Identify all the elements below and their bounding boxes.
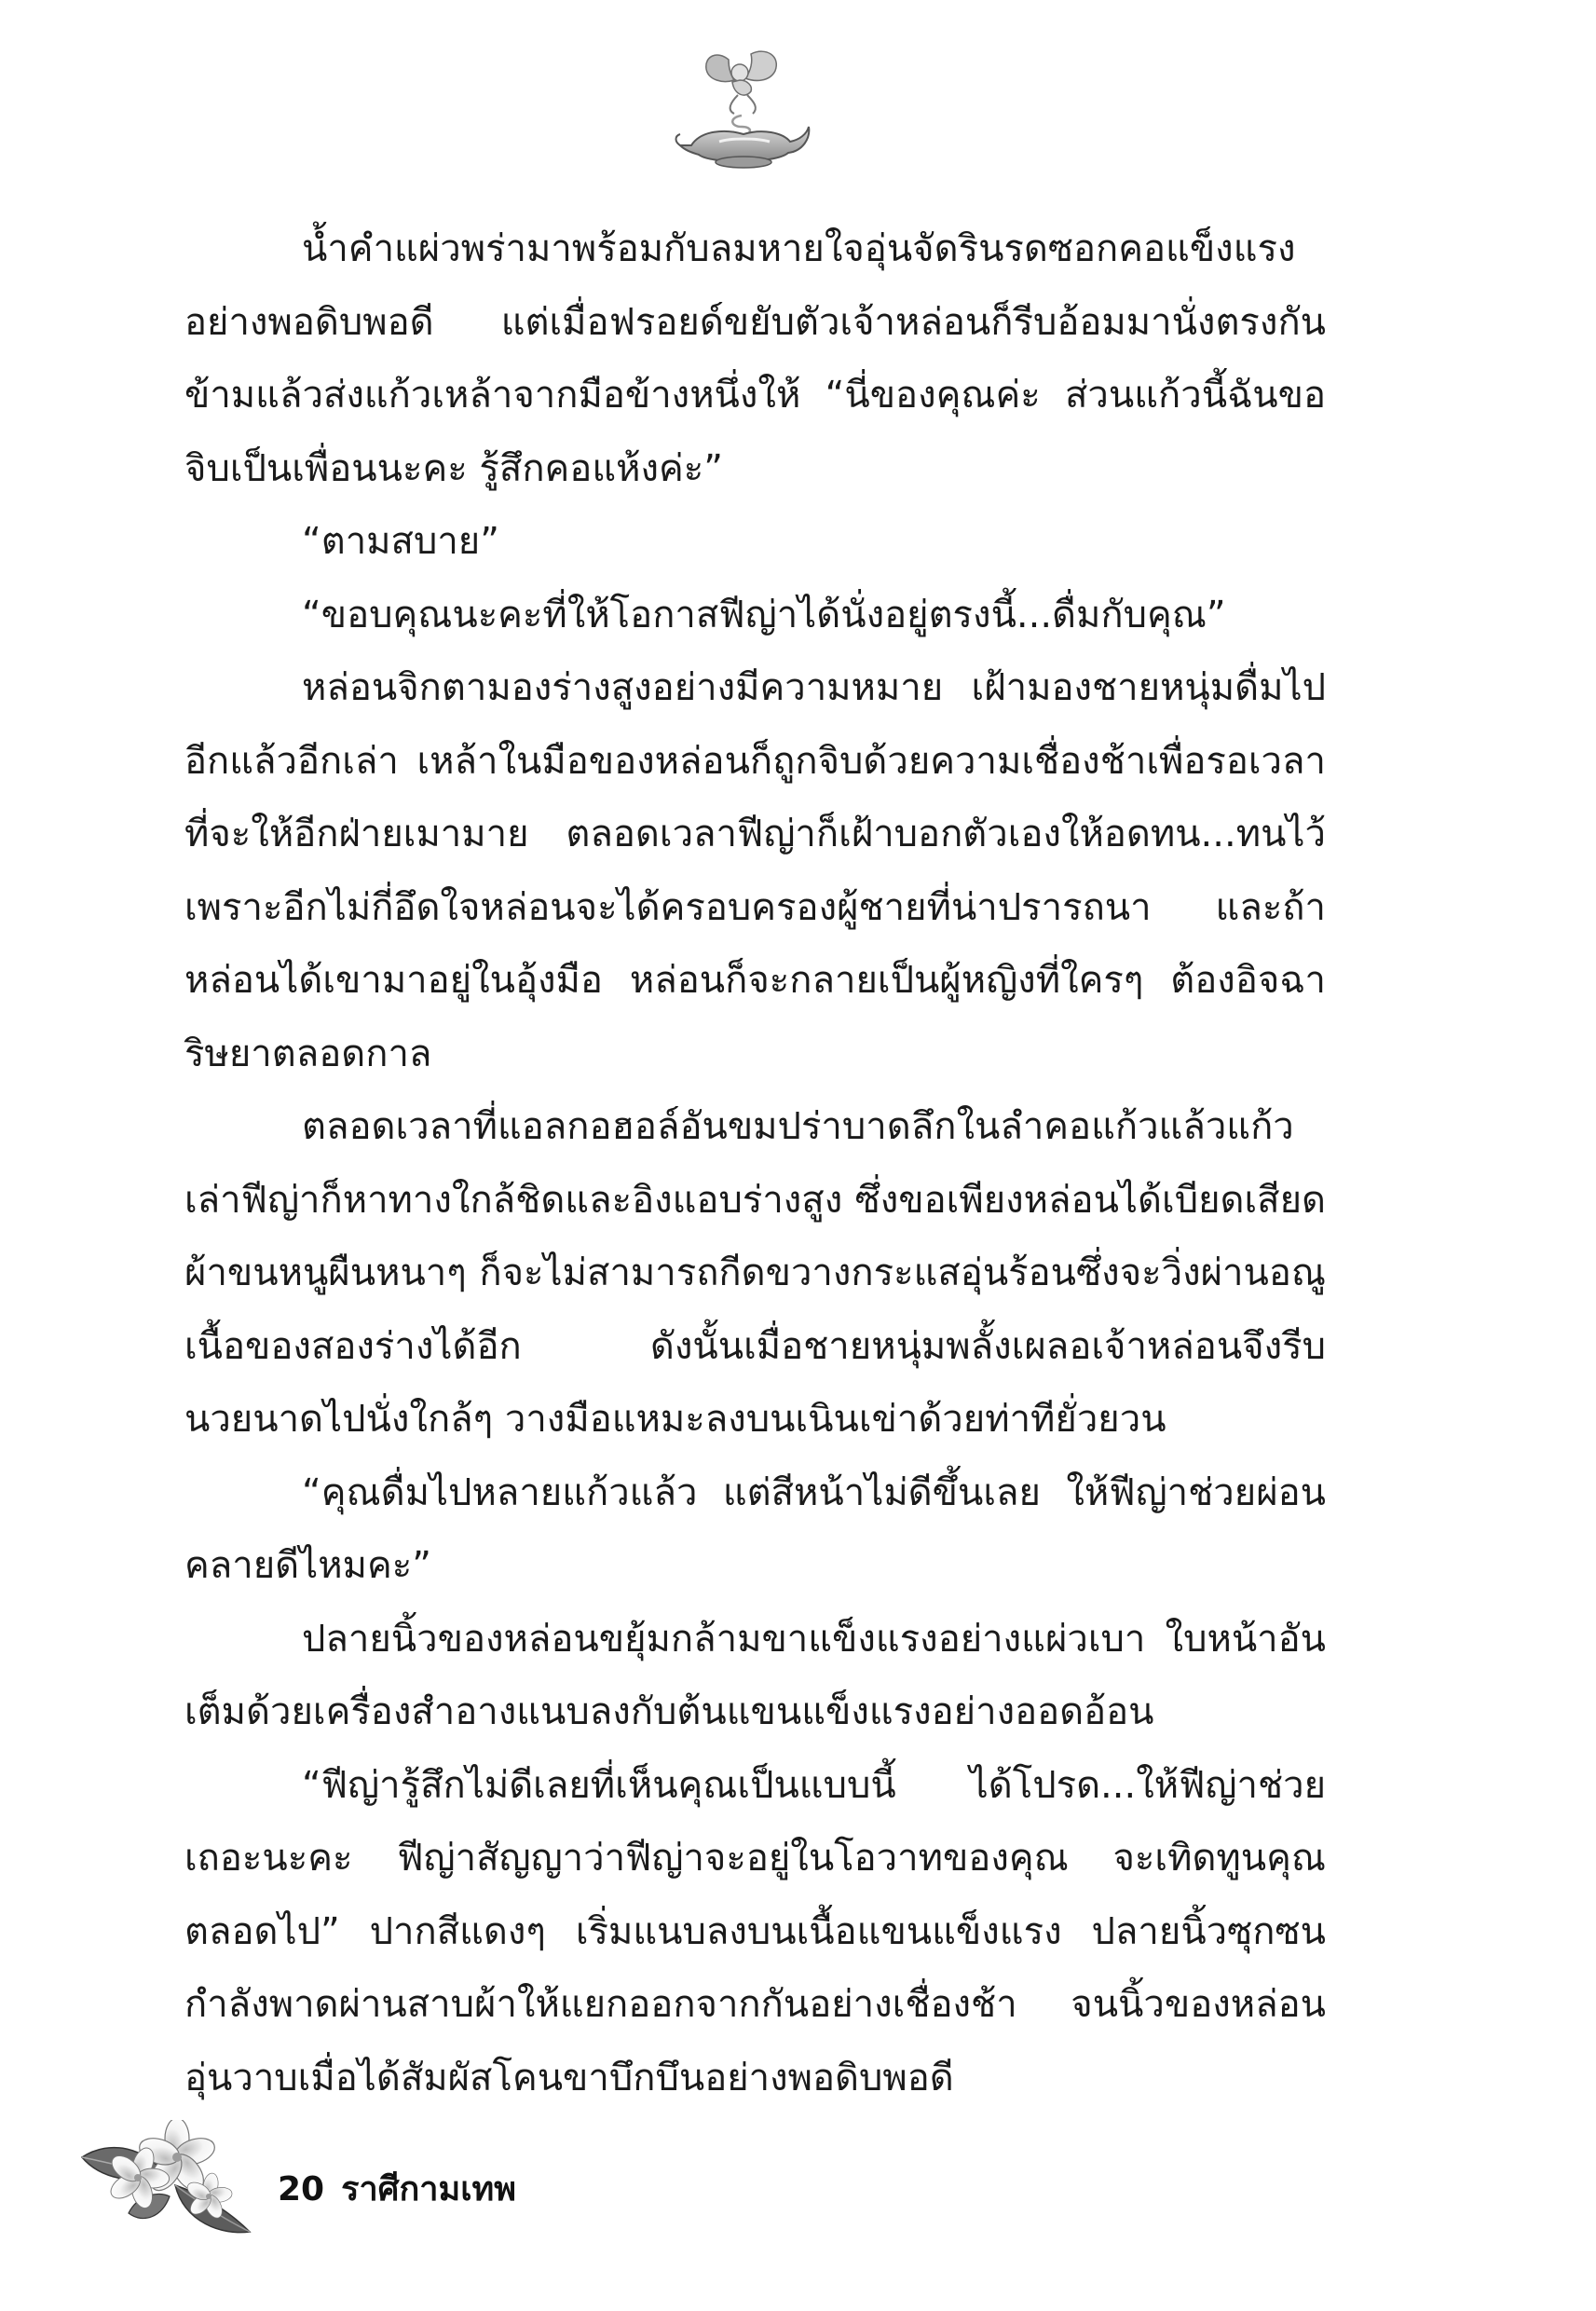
paragraph: “คุณดื่มไปหลายแก้วแล้ว แต่สีหน้าไม่ดีขึ้นเลย ให้ฟีญ่าช่วยผ่อนคลายดีไหมคะ” <box>184 1470 1326 1587</box>
paragraph: หล่อนจิกตามองร่างสูงอย่างมีความหมาย เฝ้ามองชายหนุ่มดื่มไปอีกแล้วอีกเล่า เหล้าในมือของหล่อนก็ถูกจิบด้วยความเชื่องช้าเพื่อรอเวลาที่จะให้อีกฝ่ายเมามาย ตลอดเวลาฟีญ่าก็เฝ้าบอกตัวเองให้อดทน...ทนไว้เพราะอีกไม่กี่อึดใจหล่อนจะได้ครอบครองผู้ชายที่น่าปรารถนา และถ้าหล่อนได้เขามาอยู่ในอุ้งมือ หล่อนก็จะกลายเป็นผู้หญิงที่ใครๆ ต้องอิจฉาริษยาตลอดกาล <box>184 666 1326 1075</box>
body-text <box>184 212 1326 2114</box>
book-title: ราศีกามเทพ <box>341 2170 517 2208</box>
paragraph: น้ำคำแผ่วพร่ามาพร้อมกับลมหายใจอุ่นจัดรินรดซอกคอแข็งแรงอย่างพอดิบพอดี แต่เมื่อฟรอยด์ขยับตัวเจ้าหล่อนก็รีบอ้อมมานั่งตรงกันข้ามแล้วส่งแก้วเหล้าจากมือข้างหนึ่งให้ “นี่ของคุณค่ะ ส่วนแก้วนี้ฉันขอจิบเป็นเพื่อนนะคะ รู้สึกคอแห้งค่ะ” <box>184 227 1326 490</box>
paragraph: “ขอบคุณนะคะที่ให้โอกาสฟีญ่าได้นั่งอยู่ตรงนี้...ดื่มกับคุณ” <box>302 593 1226 636</box>
cupid-on-genie-lamp-icon <box>673 48 812 170</box>
page-number: 20 <box>278 2170 325 2208</box>
paragraph: “ตามสบาย” <box>302 520 499 563</box>
frangipani-flower-icon <box>73 2120 259 2241</box>
paragraph: “ฟีญ่ารู้สึกไม่ดีเลยที่เห็นคุณเป็นแบบนี้ ได้โปรด...ให้ฟีญ่าช่วยเถอะนะคะ ฟีญ่าสัญญาว่าฟีญ่าจะอยู่ในโอวาทของคุณ จะเทิดทูนคุณตลอดไป” ปากสีแดงๆ เริ่มแนบลงบนเนื้อแขนแข็งแรง ปลายนิ้วซุกซนกำลังพาดผ่านสาบผ้าให้แยกออกจากกันอย่างเชื่องช้า จนนิ้วของหล่อนอุ่นวาบเมื่อได้สัมผัสโคนขาบึกบึนอย่างพอดิบพอดี <box>184 1763 1326 2099</box>
page-footer <box>278 2162 533 2215</box>
paragraph: ปลายนิ้วของหล่อนขยุ้มกล้ามขาแข็งแรงอย่างแผ่วเบา ใบหน้าอันเต็มด้วยเครื่องสำอางแนบลงกับต้นแขนแข็งแรงอย่างออดอ้อน <box>184 1617 1326 1733</box>
paragraph: ตลอดเวลาที่แอลกอฮอล์อันขมปร่าบาดลึกในลำคอแก้วแล้วแก้วเล่าฟีญ่าก็หาทางใกล้ชิดและอิงแอบร่างสูง ซึ่งขอเพียงหล่อนได้เบียดเสียดผ้าขนหนูผืนหนาๆ ก็จะไม่สามารถกีดขวางกระแสอุ่นร้อนซึ่งจะวิ่งผ่านอณูเนื้อของสองร่างได้อีก ดังนั้นเมื่อชายหนุ่มพลั้งเผลอเจ้าหล่อนจึงรีบนวยนาดไปนั่งใกล้ๆ วางมือแหมะลงบนเนินเข่าด้วยท่าทียั่วยวน <box>184 1105 1326 1441</box>
